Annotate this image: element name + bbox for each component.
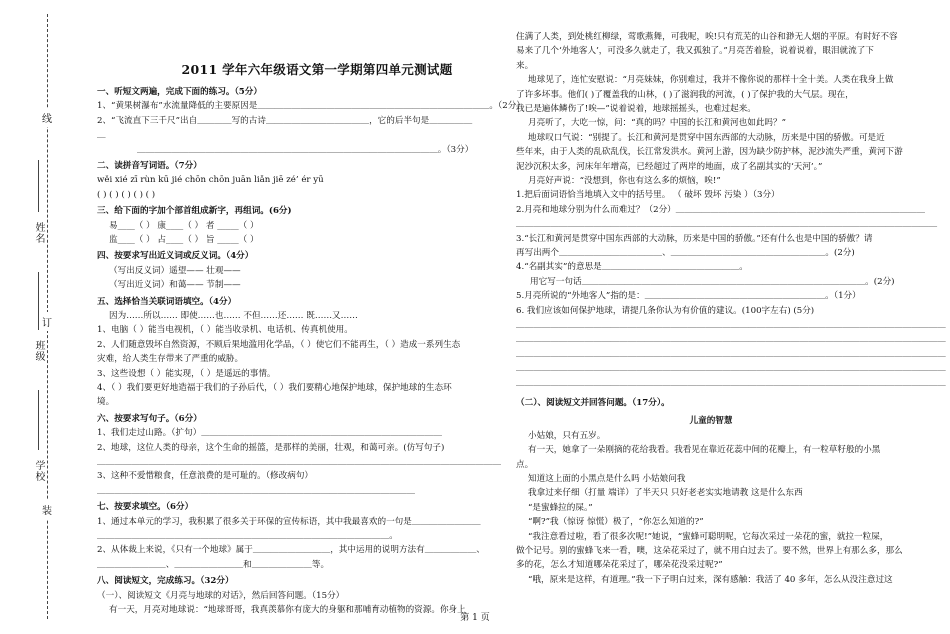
text-line: 些年来，由于人类的乱砍乱伐，长江常发洪水。黄河上游，因为缺少防护林，泥沙流失严重，黄河下游 — [516, 147, 903, 158]
text-line: 月亮听了，大吃一惊，问：“真的吗？中国的长江和黄河也如此吗？” — [528, 118, 787, 129]
text-line[interactable]: 2、从体裁上来说，《只有一个地球》属于＿＿＿＿＿＿＿＿＿，其中运用的说明方法有＿＿＿＿＿＿、 — [97, 545, 485, 556]
text-line: 境。 — [97, 397, 115, 408]
section-heading: 六、按要求写句子。（6分） — [97, 413, 202, 424]
text-line[interactable]: 1、我们走过山路。（扩句）＿＿＿＿＿＿＿＿＿＿＿＿＿＿＿＿＿＿＿＿＿＿＿＿＿＿＿＿ — [97, 428, 442, 439]
text-line[interactable]: 1、通过本单元的学习，我积累了很多关于环保的宣传标语，其中我最喜欢的一句是＿＿＿＿＿＿＿＿ — [97, 516, 481, 527]
school-label: 学校 — [33, 460, 44, 482]
text-line: （一）、阅读短文《月亮与地球的对话》，然后回答问题。（15分） — [97, 590, 345, 601]
text-line: 有一天，她拿了一朵刚摘的花给我看。我看见在靠近花蕊中间的花瓣上，有一粒草籽般的小黑 — [528, 445, 881, 456]
text-line: 3.“长江和黄河是贯穿中国东西部的大动脉，历来是中国的骄傲。”还有什么也是中国的骄傲？请 — [516, 233, 873, 244]
school-field-line[interactable] — [38, 390, 39, 450]
text-line: 点。 — [516, 459, 534, 470]
text-line: 2011 学年六年级语文第一学期第四单元测试题 — [181, 62, 453, 77]
text-line: 因为……所以…… 即使……也…… 不但……还…… 既……又…… — [109, 311, 358, 321]
bind-char-bind: 装 — [42, 500, 52, 519]
text-line: 有一天，月亮对地球说：“地球哥哥，我真羡慕你有庞大的身躯和那哺育动植物的资源。你身上 — [109, 605, 466, 615]
bind-char-order: 订 — [42, 312, 52, 331]
text-line: 来。 — [516, 60, 534, 71]
text-line[interactable]: ＿ — [97, 130, 106, 141]
text-line[interactable]: ＿＿＿＿＿＿＿＿＿＿＿＿＿＿＿＿＿＿＿＿＿＿＿＿＿＿＿＿＿＿＿＿＿＿＿＿＿＿＿＿＿＿＿＿＿＿＿＿＿ — [516, 219, 938, 230]
text-line: 地球叹口气说：“别提了。长江和黄河是贯穿中国东西部的大动脉，历来是中国的骄傲。可是近 — [528, 132, 885, 143]
text-line: 地球见了，连忙安慰说：“月亮妹妹，你别难过，我并不像你说的那样十全十美。人类在我身上做 — [528, 75, 894, 86]
text-line[interactable]: 2.月亮和地球分别为什么而难过？（2分）＿＿＿＿＿＿＿＿＿＿＿＿＿＿＿＿＿＿＿＿＿＿＿＿＿＿＿＿＿ — [516, 204, 925, 215]
text-line: 灾难，给人类生存带来了严重的威胁。 — [97, 354, 244, 365]
text-line: 住满了人类，到处桃红柳绿，莺歌燕舞，可我呢，唉!只有荒芜的山谷和渺无人烟的平原。有时好不容 — [516, 32, 898, 42]
text-line[interactable]: 1、“黄果树瀑布”水流量降低的主要原因是＿＿＿＿＿＿＿＿＿＿＿＿＿＿＿＿＿＿＿＿＿＿＿＿＿＿＿。（2分） — [97, 101, 525, 112]
text-line: 月亮好声说：“没想到，你也有这么多的烦恼，唉!” — [528, 176, 721, 186]
section-heading: 二、读拼音写词语。（7分） — [97, 161, 202, 171]
text-line: 我已是遍体鳞伤了!唉—”说着说着，地球摇摇头，也难过起来。 — [516, 104, 756, 114]
text-line: 3、这种不爱惜粮食，任意浪费的是可耻的。（修改病句） — [97, 471, 314, 482]
text-line[interactable]: 5.月亮所说的“外地客人”指的是：＿＿＿＿＿＿＿＿＿＿＿＿＿＿＿＿＿＿＿＿＿。（1分） — [516, 291, 861, 302]
name-label: 姓名 — [33, 222, 44, 244]
text-line: （写出反义词）遥望—— 壮观—— — [109, 265, 241, 276]
name-field-line[interactable] — [38, 160, 39, 212]
class-label: 班级 — [33, 340, 44, 362]
text-line[interactable]: ＿＿＿＿＿＿＿＿＿＿＿＿＿＿＿＿＿＿＿＿＿＿＿＿＿＿＿＿＿＿＿＿＿＿＿＿＿＿＿＿＿＿＿＿＿＿＿＿＿＿ — [516, 320, 946, 330]
text-line: 泥沙沉积太多，河床年年增高，已经超过了两岸的地面，成了名副其实的‘天河’。” — [516, 161, 823, 172]
text-line: 多的花，怎么才知道哪朵花采过了，哪朵花没采过呢?” — [516, 560, 723, 571]
text-line[interactable]: ＿＿＿＿＿＿＿＿＿＿＿＿＿＿＿＿＿＿＿＿＿＿＿＿＿＿＿＿＿＿＿＿＿＿＿。（3分） — [137, 144, 474, 155]
text-line: “是蜜蜂拉的屎。” — [528, 502, 593, 513]
text-line: 我拿过来仔细（打量 端详）了半天只 只好老老实实地请教 这是什么东西 — [528, 488, 803, 499]
text-line[interactable]: 再写出两个＿＿＿＿＿＿＿＿＿＿＿＿、＿＿＿＿＿＿＿＿＿＿＿＿＿＿＿＿＿＿。(2分) — [516, 248, 855, 258]
text-line[interactable]: 了许多坏事。他们( )了覆盖我的山林，( )了滋润我的河流，( )了保护我的大气层。现在， — [516, 89, 854, 100]
section-heading: 儿童的智慧 — [689, 416, 733, 427]
text-line: “哦，原来是这样，有道理。”我一下子明白过来，深有感触：我活了 40 多年，怎么从没注意过这 — [528, 574, 893, 585]
text-line: 做个记号。别的蜜蜂飞来一看，噢，这朵花采过了，就不用白过去了。要不然，世界上有那么多，那么 — [516, 546, 903, 556]
class-field-line[interactable] — [38, 272, 39, 330]
text-line[interactable]: 1、电脑（ ）能当电视机，（ ）能当收录机、电话机、传真机使用。 — [97, 325, 353, 336]
bind-char-line: 线 — [42, 108, 52, 127]
text-line: 2、地球，这位人类的母亲，这个生命的摇篮，是那样的美丽，壮观，和蔼可亲。(仿写句子) — [97, 442, 445, 453]
text-line[interactable]: ＿＿＿＿＿＿＿＿＿＿＿＿＿＿＿＿＿＿＿＿＿＿＿＿＿＿＿＿＿＿＿＿＿＿＿＿＿＿＿＿＿＿＿＿＿＿＿ — [97, 457, 501, 467]
text-line[interactable]: 4、（ ）我们要更好地造福于我们的子孙后代，（ ）我们要精心地保护地球，保护地球的生态环 — [97, 383, 452, 393]
text-line[interactable]: 2、人们随意毁坏自然资源，不顾后果地滥用化学品，（ ）使它们不能再生，（ ）造成一系列生态 — [97, 339, 461, 350]
text-line[interactable]: ＿＿＿＿＿＿＿＿、＿＿＿＿＿＿＿＿和＿＿＿＿＿＿＿等。 — [97, 559, 330, 570]
text-line[interactable]: ( ) ( ) ( ) ( ) ( ) — [97, 189, 156, 200]
text-line: wěi xié zī rùn kū jié chōn chōn juān liǎn jiē zé’ ér yū — [97, 175, 324, 186]
text-line[interactable]: 易____（ ） 康____（ ） 者 _____（ ） — [109, 220, 259, 231]
text-line: “我注意看过啦，看了很多次呢!”她说，“蜜蜂可聪明呢，它每次采过一朵花的蜜，就拉一粒屎， — [528, 531, 889, 542]
text-line[interactable]: 3、这些设想（ ）能实现，（ ）是遥远的事情。 — [97, 368, 276, 379]
page-footer: 第 1 页 — [460, 613, 490, 623]
section-heading: 四、按要求写出近义词或反义词。（4分） — [97, 251, 254, 262]
text-line[interactable]: 1.把后面词语恰当地填入文中的括号里。 （ 破坏 毁坏 污染 ）（3分） — [516, 190, 780, 201]
text-line[interactable]: 监____（ ） 占____（ ） 旨 _____（ ） — [109, 235, 259, 245]
text-line[interactable]: ＿＿＿＿＿＿＿＿＿＿＿＿＿＿＿＿＿＿＿＿＿＿＿＿＿＿＿＿＿＿＿＿＿＿＿＿＿ — [97, 485, 415, 496]
text-line[interactable]: ＿＿＿＿＿＿＿＿＿＿＿＿＿＿＿＿＿＿＿＿＿＿＿＿＿＿＿＿＿＿＿＿＿＿＿＿＿＿＿＿＿＿＿＿＿＿＿＿＿＿ — [516, 363, 946, 374]
text-line[interactable]: ＿＿＿＿＿＿＿＿＿＿＿＿＿＿＿＿＿＿＿＿＿＿＿＿＿＿＿＿＿＿＿＿＿＿＿＿＿＿＿＿＿＿＿＿＿＿＿＿＿＿ — [516, 348, 946, 359]
binding-margin — [0, 0, 74, 634]
section-heading: 五、选择恰当关联词语填空。（4分） — [97, 296, 237, 307]
text-line[interactable]: 2、“飞流直下三千尺”出自＿＿＿＿写的古诗＿＿＿＿＿＿＿＿＿＿＿＿，它的后半句是＿＿＿＿＿ — [97, 115, 473, 126]
text-line: 6. 我们应该如何保护地球，请提几条你认为有价值的建议。(100字左右) (5分) — [516, 305, 815, 316]
text-line[interactable]: 4.“名副其实”的意思是＿＿＿＿＿＿＿＿＿＿＿＿＿＿＿＿。 — [516, 262, 748, 273]
text-line: 知道这上面的小黑点是什么吗 小姑娘问我 — [528, 474, 686, 484]
text-line: （写出近义词）和蔼—— 节制—— — [109, 280, 241, 291]
text-line[interactable]: ＿＿＿＿＿＿＿＿＿＿＿＿＿＿＿＿＿＿＿＿＿＿＿＿＿＿＿＿＿＿＿＿＿＿＿＿＿＿＿＿＿＿＿＿＿＿＿＿＿＿ — [516, 377, 946, 388]
section-heading: 八、阅读短文，完成练习。（32分） — [97, 576, 234, 587]
section-heading: 一、听短文两遍，完成下面的练习。（5分） — [97, 87, 262, 97]
text-line[interactable]: ＿＿＿＿＿＿＿＿＿＿＿＿＿＿＿＿＿＿＿＿＿＿＿＿＿＿＿＿＿＿＿＿＿＿。 — [97, 531, 398, 541]
section-heading: 七、按要求填空。（6分） — [97, 502, 194, 513]
text-line: 小姑娘，只有五岁。 — [528, 430, 606, 441]
text-line: “啊?”我（惊讶 惊慌）极了，“你怎么知道的?” — [528, 517, 704, 528]
text-line[interactable]: 用它写一句话＿＿＿＿＿＿＿＿＿＿＿＿＿＿＿＿＿＿＿＿＿＿＿＿＿＿＿＿＿＿＿＿＿。(2分) — [530, 276, 895, 287]
text-line: 易来了几个‘外地客人’，可没多久就走了，我又孤独了。”月亮苦着脸，说着说着，眼泪就流了下 — [516, 46, 874, 57]
section-heading: 三、给下面的字加个部首组成新字，再组词。(6分) — [97, 206, 292, 217]
text-line[interactable]: ＿＿＿＿＿＿＿＿＿＿＿＿＿＿＿＿＿＿＿＿＿＿＿＿＿＿＿＿＿＿＿＿＿＿＿＿＿＿＿＿＿＿＿＿＿＿＿＿＿＿ — [516, 334, 946, 345]
section-heading: （二）、阅读短文并回答问题。（17分）。 — [516, 398, 670, 408]
